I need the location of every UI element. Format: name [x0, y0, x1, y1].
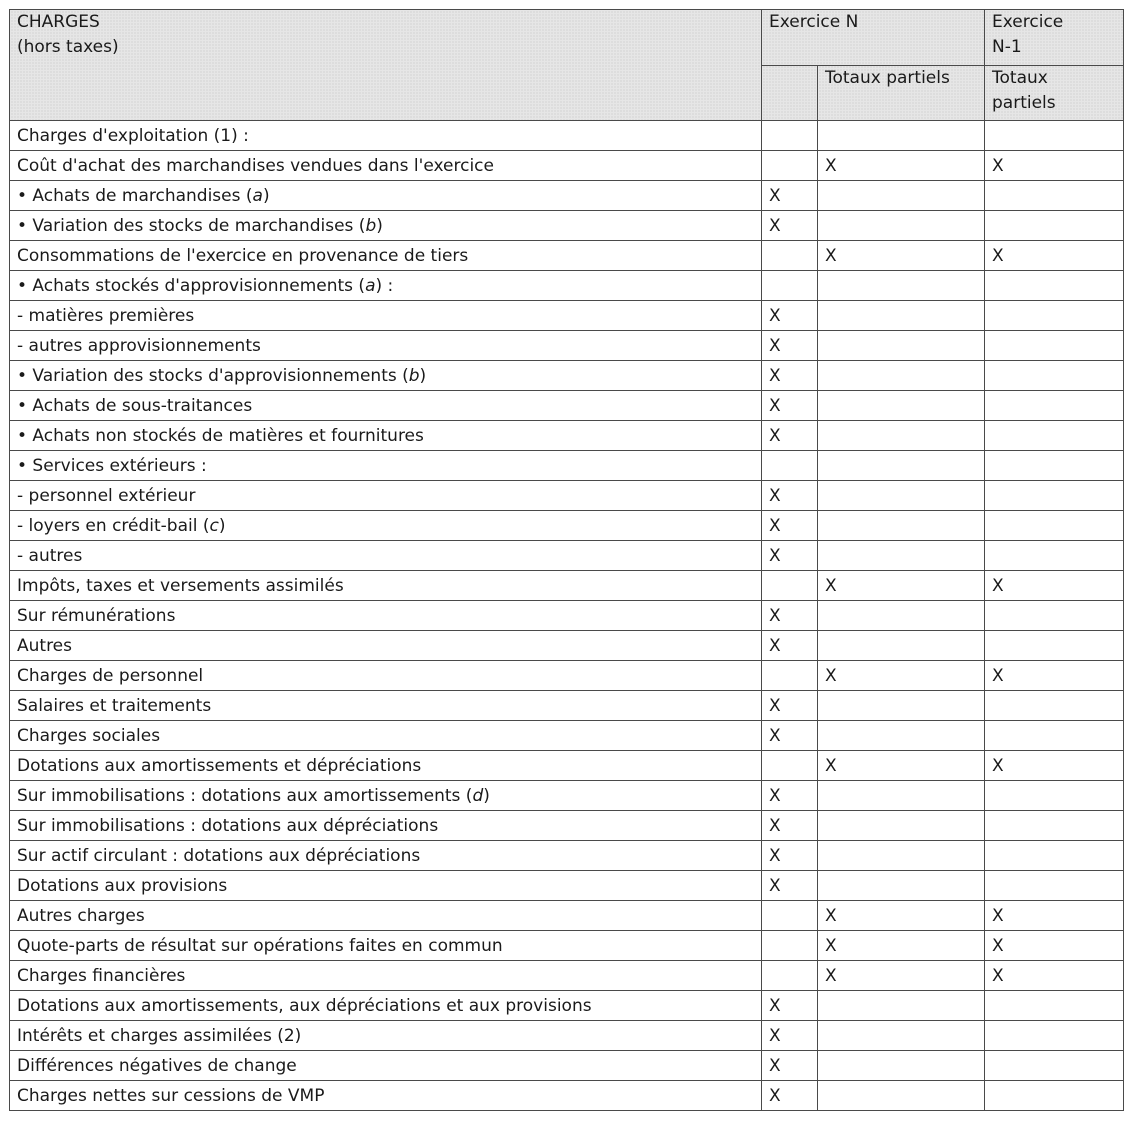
mark-totaux-partiels-n: [818, 841, 985, 871]
row-label-text: - autres approvisionnements: [17, 335, 261, 356]
row-label-text: Sur actif circulant : dotations aux dépréciations: [17, 845, 421, 866]
table-row: [10, 811, 1124, 841]
mark-totaux-partiels-n: [818, 1021, 985, 1051]
mark-totaux-partiels-n1: [985, 871, 1124, 901]
row-label-suffix: ): [376, 215, 383, 236]
mark-totaux-partiels-n1: [985, 211, 1124, 241]
row-label-suffix: ): [262, 185, 270, 206]
mark-totaux-partiels-n: X: [818, 901, 985, 931]
row-label-text: Sur rémunérations: [17, 605, 176, 626]
mark-totaux-partiels-n1: [985, 421, 1124, 451]
header-charges-cell: [10, 10, 762, 121]
row-label-suffix: ) :: [375, 275, 394, 296]
row-label: [10, 541, 762, 571]
mark-totaux-partiels-n: [818, 871, 985, 901]
mark-totaux-partiels-n1: X: [985, 241, 1124, 271]
mark-totaux-partiels-n: X: [818, 661, 985, 691]
row-label-suffix: ): [218, 515, 226, 536]
mark-totaux-partiels-n: [818, 1081, 985, 1111]
table-row: [10, 361, 1124, 391]
table-row: [10, 961, 1124, 991]
row-label: [10, 721, 762, 751]
mark-totaux-partiels-n: [818, 121, 985, 151]
mark-totaux-partiels-n1: X: [985, 961, 1124, 991]
row-label-text: Dotations aux provisions: [17, 875, 228, 896]
mark-totaux-partiels-n: [818, 631, 985, 661]
mark-totaux-partiels-n: [818, 991, 985, 1021]
mark-totaux-partiels-n1: [985, 391, 1124, 421]
mark-totaux-partiels-n1: [985, 1021, 1124, 1051]
row-label: [10, 661, 762, 691]
mark-exercice-n: X: [762, 1081, 818, 1111]
header-charges-label: CHARGES: [17, 12, 100, 32]
row-label-text: • Achats non stockés de matières et fournitures: [17, 425, 424, 446]
row-label: [10, 991, 762, 1021]
mark-exercice-n: [762, 661, 818, 691]
row-label-text: Charges nettes sur cessions de VMP: [17, 1085, 325, 1106]
mark-totaux-partiels-n: X: [818, 151, 985, 181]
mark-totaux-partiels-n1: [985, 541, 1124, 571]
row-label: [10, 1021, 762, 1051]
mark-exercice-n: X: [762, 601, 818, 631]
mark-totaux-partiels-n: [818, 451, 985, 481]
row-label: [10, 361, 762, 391]
row-label-text: • Achats de sous-traitances: [17, 395, 253, 416]
table-row: [10, 691, 1124, 721]
mark-exercice-n: [762, 241, 818, 271]
row-label-note-letter: d: [472, 785, 484, 806]
mark-exercice-n: X: [762, 781, 818, 811]
mark-totaux-partiels-n: [818, 1051, 985, 1081]
table-row: [10, 571, 1124, 601]
mark-totaux-partiels-n: [818, 331, 985, 361]
table-row: [10, 331, 1124, 361]
mark-exercice-n: X: [762, 481, 818, 511]
mark-totaux-partiels-n: [818, 721, 985, 751]
row-label: [10, 481, 762, 511]
row-label-text: Sur immobilisations : dotations aux amortissements (: [17, 785, 473, 806]
mark-totaux-partiels-n: [818, 511, 985, 541]
row-label: [10, 271, 762, 301]
row-label-text: Charges financières: [17, 965, 186, 986]
mark-exercice-n: X: [762, 721, 818, 751]
row-label: [10, 151, 762, 181]
mark-totaux-partiels-n: X: [818, 751, 985, 781]
mark-totaux-partiels-n1: [985, 721, 1124, 751]
row-label-text: Charges de personnel: [17, 665, 204, 686]
mark-exercice-n: X: [762, 811, 818, 841]
table-row: [10, 301, 1124, 331]
mark-totaux-partiels-n: X: [818, 571, 985, 601]
table-row: [10, 391, 1124, 421]
mark-exercice-n: [762, 121, 818, 151]
mark-totaux-partiels-n: [818, 601, 985, 631]
row-label: [10, 451, 762, 481]
table-row: [10, 541, 1124, 571]
header-hors-taxes-label: (hors taxes): [17, 37, 119, 57]
mark-totaux-partiels-n: [818, 361, 985, 391]
row-label-text: Charges sociales: [17, 725, 161, 746]
table-row: [10, 121, 1124, 151]
mark-exercice-n: X: [762, 361, 818, 391]
row-label: [10, 511, 762, 541]
mark-totaux-partiels-n: [818, 691, 985, 721]
table-row: [10, 661, 1124, 691]
mark-totaux-partiels-n: X: [818, 961, 985, 991]
row-label: [10, 421, 762, 451]
table-header: [10, 10, 1124, 121]
row-label: [10, 961, 762, 991]
row-label-text: • Variation des stocks de marchandises (: [17, 215, 366, 236]
row-label-text: Dotations aux amortissements et dépréciations: [17, 755, 422, 776]
mark-totaux-partiels-n: X: [818, 931, 985, 961]
row-label: [10, 781, 762, 811]
mark-totaux-partiels-n1: [985, 451, 1124, 481]
row-label: [10, 121, 762, 151]
mark-totaux-partiels-n: [818, 391, 985, 421]
table-row: [10, 151, 1124, 181]
mark-exercice-n: [762, 571, 818, 601]
row-label-suffix: ): [483, 785, 490, 806]
mark-totaux-partiels-n1: [985, 511, 1124, 541]
mark-totaux-partiels-n: [818, 271, 985, 301]
mark-totaux-partiels-n: [818, 481, 985, 511]
table-row: [10, 481, 1124, 511]
mark-exercice-n: X: [762, 841, 818, 871]
row-label-note-letter: a: [252, 185, 263, 206]
mark-totaux-partiels-n1: [985, 271, 1124, 301]
mark-totaux-partiels-n1: [985, 121, 1124, 151]
mark-totaux-partiels-n1: [985, 181, 1124, 211]
table-row: [10, 1051, 1124, 1081]
mark-totaux-partiels-n1: X: [985, 151, 1124, 181]
table-row: [10, 1021, 1124, 1051]
row-label-text: • Services extérieurs :: [17, 455, 207, 476]
table-row: [10, 631, 1124, 661]
header-exercice-n1-line1: Exercice: [992, 12, 1064, 32]
mark-totaux-partiels-n1: [985, 811, 1124, 841]
row-label-text: • Achats stockés d'approvisionnements (: [17, 275, 366, 296]
mark-totaux-partiels-n1: [985, 691, 1124, 721]
header-totaux-line2: partiels: [992, 92, 1056, 113]
row-label: [10, 841, 762, 871]
mark-totaux-partiels-n1: [985, 631, 1124, 661]
table-row: [10, 871, 1124, 901]
row-label: [10, 1051, 762, 1081]
row-label-text: - loyers en crédit-bail (: [17, 515, 210, 536]
table-row: [10, 1081, 1124, 1111]
row-label-note-letter: b: [408, 365, 420, 386]
mark-totaux-partiels-n1: [985, 331, 1124, 361]
mark-totaux-partiels-n1: [985, 601, 1124, 631]
mark-totaux-partiels-n1: [985, 481, 1124, 511]
table-row: [10, 601, 1124, 631]
row-label-text: Sur immobilisations : dotations aux dépréciations: [17, 815, 439, 836]
table-row: [10, 841, 1124, 871]
mark-exercice-n: X: [762, 871, 818, 901]
row-label: [10, 1081, 762, 1111]
mark-totaux-partiels-n1: [985, 781, 1124, 811]
mark-totaux-partiels-n: [818, 181, 985, 211]
mark-totaux-partiels-n1: X: [985, 901, 1124, 931]
row-label: [10, 211, 762, 241]
mark-totaux-partiels-n1: X: [985, 571, 1124, 601]
mark-exercice-n: X: [762, 631, 818, 661]
mark-totaux-partiels-n1: X: [985, 751, 1124, 781]
mark-totaux-partiels-n: [818, 811, 985, 841]
mark-exercice-n: X: [762, 511, 818, 541]
header-totaux-partiels-n1: [985, 65, 1124, 121]
mark-totaux-partiels-n1: [985, 361, 1124, 391]
mark-totaux-partiels-n: [818, 421, 985, 451]
mark-totaux-partiels-n1: X: [985, 661, 1124, 691]
mark-totaux-partiels-n1: [985, 841, 1124, 871]
mark-exercice-n: [762, 931, 818, 961]
row-label-text: - personnel extérieur: [17, 485, 196, 506]
row-label: [10, 871, 762, 901]
header-blank-cell: [762, 65, 818, 121]
table-row: [10, 271, 1124, 301]
table-row: [10, 991, 1124, 1021]
row-label-text: • Variation des stocks d'approvisionnements (: [17, 365, 409, 386]
row-label-text: Salaires et traitements: [17, 695, 212, 716]
mark-exercice-n: X: [762, 181, 818, 211]
header-exercice-n: [762, 10, 985, 66]
header-exercice-n-label: Exercice N: [769, 12, 859, 32]
row-label-text: Différences négatives de change: [17, 1055, 297, 1076]
row-label-text: Charges d'exploitation (1) :: [17, 125, 249, 146]
mark-totaux-partiels-n: [818, 301, 985, 331]
table-row: [10, 721, 1124, 751]
row-label-text: Consommations de l'exercice en provenance de tiers: [17, 245, 469, 266]
row-label-text: Impôts, taxes et versements assimilés: [17, 575, 344, 596]
mark-exercice-n: X: [762, 211, 818, 241]
row-label-text: Intérêts et charges assimilées (2): [17, 1025, 302, 1046]
mark-exercice-n: X: [762, 421, 818, 451]
table-row: [10, 931, 1124, 961]
mark-exercice-n: X: [762, 1021, 818, 1051]
mark-totaux-partiels-n1: [985, 301, 1124, 331]
header-exercice-n1: [985, 10, 1124, 66]
row-label-note-letter: b: [365, 215, 377, 236]
mark-exercice-n: [762, 271, 818, 301]
table-row: [10, 511, 1124, 541]
table-row: [10, 901, 1124, 931]
row-label-note-letter: c: [209, 515, 219, 536]
mark-totaux-partiels-n1: [985, 991, 1124, 1021]
header-exercice-n1-line2: N-1: [992, 37, 1022, 57]
mark-totaux-partiels-n1: [985, 1081, 1124, 1111]
header-totaux-partiels-label: Totaux partiels: [825, 67, 950, 88]
table-row: [10, 751, 1124, 781]
mark-exercice-n: X: [762, 991, 818, 1021]
header-totaux-partiels-n: [818, 65, 985, 121]
mark-totaux-partiels-n: [818, 781, 985, 811]
mark-exercice-n: [762, 751, 818, 781]
row-label-text: Dotations aux amortissements, aux dépréciations et aux provisions: [17, 995, 592, 1016]
row-label: [10, 691, 762, 721]
mark-totaux-partiels-n: X: [818, 241, 985, 271]
table-row: [10, 421, 1124, 451]
mark-exercice-n: X: [762, 691, 818, 721]
row-label-text: - matières premières: [17, 305, 195, 326]
mark-exercice-n: X: [762, 1051, 818, 1081]
mark-exercice-n: [762, 961, 818, 991]
row-label-text: Quote-parts de résultat sur opérations faites en commun: [17, 935, 503, 956]
table-row: [10, 781, 1124, 811]
mark-exercice-n: [762, 901, 818, 931]
table-row: [10, 241, 1124, 271]
table-row: [10, 211, 1124, 241]
mark-totaux-partiels-n1: [985, 1051, 1124, 1081]
mark-totaux-partiels-n1: X: [985, 931, 1124, 961]
row-label-text: - autres: [17, 545, 83, 566]
row-label: [10, 331, 762, 361]
row-label: [10, 931, 762, 961]
row-label: [10, 181, 762, 211]
row-label: [10, 631, 762, 661]
row-label-text: Coût d'achat des marchandises vendues dans l'exercice: [17, 155, 494, 176]
row-label-text: Autres charges: [17, 905, 145, 926]
row-label: [10, 241, 762, 271]
table-body: [10, 121, 1124, 1111]
charges-table: [9, 9, 1124, 1111]
table-row: [10, 451, 1124, 481]
mark-totaux-partiels-n: [818, 211, 985, 241]
mark-exercice-n: X: [762, 301, 818, 331]
row-label-text: Autres: [17, 635, 73, 656]
row-label-suffix: ): [419, 365, 427, 386]
mark-exercice-n: X: [762, 391, 818, 421]
mark-exercice-n: [762, 151, 818, 181]
row-label: [10, 391, 762, 421]
row-label: [10, 901, 762, 931]
mark-totaux-partiels-n: [818, 541, 985, 571]
row-label: [10, 811, 762, 841]
mark-exercice-n: X: [762, 331, 818, 361]
row-label: [10, 571, 762, 601]
row-label: [10, 301, 762, 331]
row-label-note-letter: a: [365, 275, 376, 296]
row-label: [10, 751, 762, 781]
row-label: [10, 601, 762, 631]
row-label-text: • Achats de marchandises (: [17, 185, 253, 206]
table-row: [10, 181, 1124, 211]
header-totaux-line1: Totaux: [992, 67, 1048, 88]
mark-exercice-n: X: [762, 541, 818, 571]
mark-exercice-n: [762, 451, 818, 481]
